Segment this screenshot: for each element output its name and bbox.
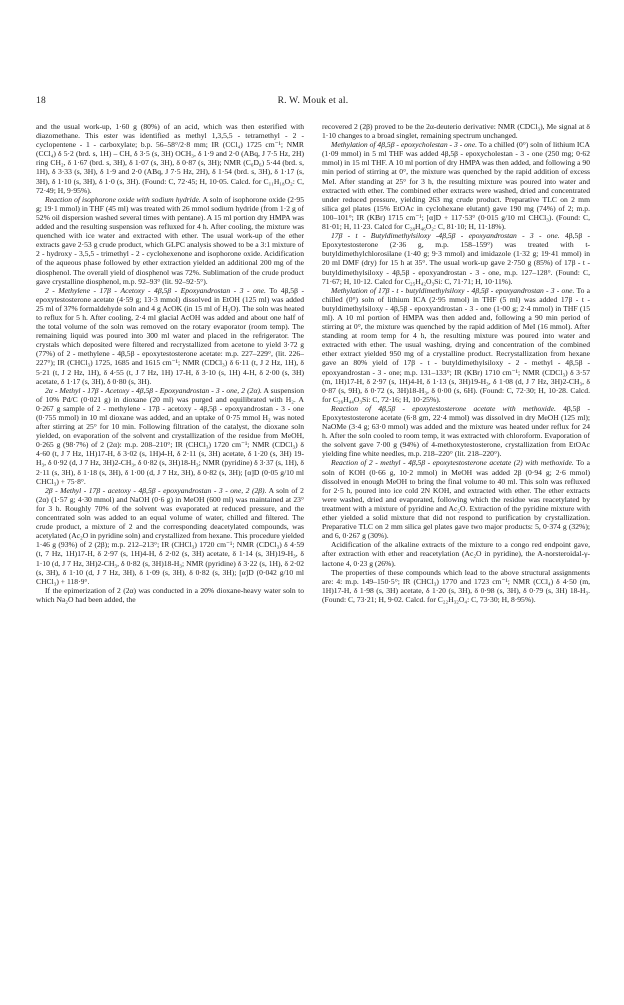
paragraph-text: The properties of these compounds which lead to the above structural assignments are: 4: m.p. 149–150·5°; IR (CHCl₃) 1770 and 1723 cm⁻¹; NMR (CCl₄) δ 4·50 (m, 1H)17-H, δ 1·98 (s, 3H) acetate, δ 1·20 (s, 3H), δ 0·98 (s, 3H), δ 0·79 (s, 3H) 18-H₃. (Found: C, 73·21; H, 9·02. Calcd. for C₂₂H₃₂O₄: C, 73·30; H, 8·95%).: [322, 567, 590, 604]
paragraph-heading: 2α - Methyl - 17β - Acetoxy - 4β,5β - Epoxyandrostan - 3 - one, 2 (2α).: [45, 385, 262, 395]
paragraph: [36, 486, 304, 586]
paragraph-text: 4β,5β - Epoxytestosterone (2·36 g, m.p. 158–159°) was treated with t-butyldimethylchlorosilane (1·40 g; 9·3 mmol) and imidazole (1·32 g; 19·41 mmol) in 20 ml DMF (dry) for 15 h at 35°. The usual work-up gave 2·750 g (85%) of 17β - t - butyldimethylsiloxy - 4β,5β - epoxyandrostan - 3 - one, m.p. 127–128°. (Found: C, 71·67; H, 10·12. Calcd for C₂₅H₄₂O₃Si: C, 71·71; H, 10·11%).: [322, 231, 590, 286]
paragraph-heading: Reaction of isophorone oxide with sodium hydride.: [45, 194, 201, 204]
paragraph: [322, 458, 590, 540]
paragraph-heading: Methylation of 4β,5β - epoxycholestan - 3 - one.: [331, 140, 477, 150]
paragraph-text: A soln of 2 (2α) (1·57 g; 4·30 mmol) and NaOH (0·6 g) in MeOH (600 ml) was maintained at 23° for 3 h. Roughly 70% of the solvent was evaporated at reduced pressure, and the concentrated soln was added to an equal volume of water, chilled and filtered. The crude product, a mixture of 2 and the corresponding deacetylated compounds, was acetylated (Ac₂O in pyridine soln) and crystallized from hexane. This procedure yielded 1·46 g (93%) of 2 (2β); m.p. 212–213°; IR (CHCl₃) 1720 cm⁻¹; NMR (CDCl₃) δ 4·59 (t, 7 Hz, 1H)17-H, δ 2·97 (s, 1H)4-H, δ 2·02 (s, 3H) acetate, δ 1·14 (s, 3H)19-H₃, δ 1·10 (d, J 7 Hz, 3H)2-CH₃, δ 0·82 (s, 3H)18-H₃; NMR (pyridine) δ 3·22 (s, 1H), δ 2·02 (s, 3H), δ 1·10 (d, J 7 Hz, 3H), δ 1·09 (s, 3H), δ 0·82 (s, 3H); [α]D (0·042 g/10 ml CHCl₃) + 118·9°.: [36, 485, 304, 586]
paragraph: [36, 195, 304, 286]
paragraph-text: To 4β,5β - epoxytestosterone acetate (4·59 g; 13·3 mmol) dissolved in EtOH (125 ml) was added 25 ml of 37% formaldehyde soln and 4 g AcOK (in 15 ml of H₂O). The soln was heated to reflux for 5 h. After cooling, 2·4 ml glacial AcOH was added and about one half of the total volume of the soln was removed on the rotary evaporator (room temp). The remaining liquid was poured into 300 ml water and placed in the refrigerator. The crystals which deposited were filtered and recrystallized from acetone to yield 3·72 g (77%) of 2 - methylene - 4β,5β - epoxytestosterone acetate: m.p. 227–229°, (lit. 226–227°); IR (CHCl₃) 1725, 1685 and 1615 cm⁻¹; NMR (CDCl₃) δ 6·11 (t, J 2 Hz, 1H), δ 5·21 (t, J 2 Hz, 1H), δ 4·55 (t, J 7 Hz, 1H) 17-H, δ 3·10 (s, 1H) 4-H, δ 2·00 (s, 3H) acetate, δ 1·17 (s, 3H), δ 0·80 (s, 3H).: [36, 285, 304, 386]
paragraph-heading: 17β - t - Butyldimethylsiloxy -4β,5β - epoxyandrostan - 3 - one.: [331, 231, 560, 241]
paragraph: [36, 286, 304, 386]
page-number: 18: [36, 96, 46, 106]
paragraph-text: To a chilled (0°) soln of lithium ICA (2·95 mmol) in THF (5 ml) was added 17β - t - butyldimethylsiloxy - 4β,5β - epoxyandrostan - 3 - one (1·00 g; 2·4 mmol) in THF (15 ml). A 10 ml portion of HMPA was then added and, following a 90 min period of stirring at 0°, the mixture was quenched by the rapid addition of MeI (16 mmol). After standing at room temp for 4 h, the resulting mixture was poured into water and extracted with ether. The usual washing, drying and concentration of the combined ether extract yielded 950 mg of a crystalline product. Recrystallization from hexane gave an 80% yield of 17β - t - butyldimethylsiloxy - 2 - methyl - 4β,5β - epoxyandrostan - 3 - one; m.p. 131–133°; IR (KBr) 1710 cm⁻¹; NMR (CDCl₃) δ 3·57 (m, 1H)17-H, δ 2·97 (s, 1H)4-H, δ 1·13 (s, 3H)19-H₃, δ 1·08 (d, J 7 Hz, 3H)2-CH₃, δ 0·87 (s, 9H), δ 0·72 (s, 3H)18-H₃, δ 0·00 (s, 6H). (Found: C, 72·30; H, 10·28. Calcd. for C₂₆H₄₄O₃Si: C, 72·16; H, 10·25%).: [322, 285, 590, 404]
paragraph-heading: 2 - Methylene - 17β - Acetoxy - 4β,5β - Epoxyandrostan - 3 - one.: [45, 285, 266, 295]
paragraph: [322, 231, 590, 286]
paragraph: [322, 122, 590, 140]
paragraph-heading: Reaction of 4β,5β - epoxytestosterone acetate with methoxide.: [331, 403, 556, 413]
paragraph-text: A suspension of 10% Pd/C (0·021 g) in dioxane (20 ml) was purged and equilibrated with H₂. A 0·267 g sample of 2 - methylene - 17β - acetoxy - 4β,5β - epoxyandrostan - 3 - one (0·755 mmol) in 10 ml dioxane was added, and an uptake of 0·75 mmol H₂ was noted after stirring at 25° for 10 min. Following filtration of the catalyst, the dioxane soln yielded, on evaporation of the solvent and crystallization of the residue from MeOH, 0·265 g (98·7%) of 2 (2α): m.p. 208–210°; IR (CHCl₃) 1720 cm⁻¹; NMR (CDCl₃) δ 4·60 (t, J 7 Hz, 1H)17-H, δ 3·02 (s, 1H)4-H, δ 2·11 (s, 3H) acetate, δ 1·20 (s, 3H) 19-H₃, δ 0·92 (d, J 7 Hz, 3H)2-CH₃, δ 0·82 (s, 3H)18-H₃; NMR (pyridine) δ 3·37 (s, 1H), δ 2·11 (s, 3H), δ 1·18 (s, 3H), δ 1·00 (d, J 7 Hz, 3H), δ 0·82 (s, 3H); [α]D (0·05 g/10 ml CHCl₃) + 75·8°.: [36, 385, 304, 486]
paragraph: [322, 286, 590, 404]
paragraph: [322, 540, 590, 567]
paragraph: [36, 122, 304, 195]
paragraph: [322, 568, 590, 604]
paragraph-text: To a chilled (0°) soln of lithium ICA (1·09 mmol) in 5 ml THF was added 4β,5β - epoxycholestan - 3 - one (250 mg; 0·62 mmol) in 15 ml THF. A 10 ml portion of dry HMPA was then added, and following a 90 min period of stirring at 0°, the mixture was quenched by the rapid addition of excess MeI. After standing at 25° for 3 h, the resulting mixture was poured into water and extracted with ether. The combined ether extracts were washed, dried and concentrated under reduced pressure, yielding 263 mg crude product. Preparative TLC on 2 mm silica gel plates (15% EtOAc in cyclohexane elutant) gave 190 mg (74%) of 2; m.p. 100–101°; IR (KBr) 1715 cm⁻¹; [α]D + 117·53° (0·015 g/10 ml CHCl₃). (Found: C, 81·01; H, 11·23. Calcd for C₂₈H₄₆O₂: C, 81·10; H, 11·18%).: [322, 140, 590, 232]
paragraph-heading: Reaction of 2 - methyl - 4β,5β - epoxytestosterone acetate (2) with methoxide.: [331, 458, 574, 468]
paragraph-text: 4β,5β - Epoxytestosterone acetate (6·8 gm, 22·4 mmol) was dissolved in dry MeOH (125 ml); NaOMe (3·4 g; 63·0 mmol) was added and the mixture was heated under reflux for 24 h. After the soln cooled to room temp, it was extracted with chloroform. Evaporation of the solvent gave 7·00 g (94%) of 4-methoxytestosterone, crystallization from EtOAc yielding fine white needles, m.p. 218–220° (lit. 218–220°).: [322, 403, 590, 459]
paragraph: [36, 586, 304, 604]
paragraph-text: and the usual work-up, 1·60 g (80%) of an acid, which was then esterified with diazomethane. This ester was identified as methyl 1,3,5,5 - tetramethyl - 2 - cyclopentene - 1 - carboxylate; b.p. 56–58°/2·8 mm; IR (CCl₄) 1725 cm⁻¹; NMR (CCl₄) δ 5·2 (brd. s, 1H) – CH, δ 3·5 (s, 3H) OCH₃, δ 1·9 and 2·0 (ABq, J 7·5 Hz, 2H) ring CH₂, δ 1·67 (brd. s, 3H), δ 1·07 (s, 3H), δ 0·87 (s, 3H); NMR (C₆D₆) 5·44 (brd. s, 1H), δ 3·33 (s, 3H), δ 1·9 and 2·0 (ABq, J 7·5 Hz, 2H), δ 1·54 (brd. s, 3H), δ 1·17 (s, 3H), δ 1·10 (s, 3H), δ 1·0 (s, 3H). (Found: C, 72·45; H, 10·05. Calcd. for C₁₁H₁₈O₂: C, 72·49; H, 9·95%).: [36, 122, 304, 195]
paragraph-heading: Methylation of 17β - t - butyldimethylsiloxy - 4β,5β - epoxyandrostan - 3 - one.: [331, 285, 575, 295]
paragraph: [322, 404, 590, 459]
paragraph: [322, 140, 590, 231]
paragraph-text: recovered 2 (2β) proved to be the 2α-deuterio derivative: NMR (CDCl₃), Me signal at δ 1·10 changes to a broad singlet, remaining spectrum unchanged.: [322, 122, 590, 141]
paragraph-heading: 2β - Methyl - 17β - acetoxy - 4β,5β - epoxyandrostan - 3 - one, 2 (2β).: [45, 485, 267, 495]
paragraph-text: If the epimerization of 2 (2α) was conducted in a 20% dioxane-heavy water soln to which Na₂O had been added, the: [36, 585, 304, 604]
paragraph-text: Acidification of the alkaline extracts of the mixture to a congo red endpoint gave, after extraction with ether and reacetylation (Ac₂O in pyridine), the A-norsteroidal-γ-lactone 4, 0·23 g (26%).: [322, 540, 590, 568]
paragraph-text: To a soln of KOH (0·66 g, 10·2 mmol) in MeOH was added 2β (0·94 g; 2·6 mmol) dissolved in enough MeOH to bring the final volume to 40 ml. This soln was refluxed for 2·5 h, poured into ice cold 2N KOH, and extracted with ether. The ether extracts were washed, dried and evaporated, following which the residue was reacetylated by treatment with a mixture of pyridine and Ac₂O. Extraction of the pyridine mixture with ether yielded a solid mixture that did not respond to purification by crystallization. Preparative TLC on 2 mm silica gel plates gave two major products: 5, 0·374 g (32%); and 6, 0·267 g (30%).: [322, 458, 590, 541]
right-column: [322, 122, 590, 962]
paragraph: [36, 386, 304, 486]
page-header: [36, 96, 590, 110]
left-column: [36, 122, 304, 962]
running-title: R. W. Mouk et al.: [277, 96, 349, 106]
paragraph-text: A soln of isophorone oxide (2·95 g; 19·1 mmol) in THF (45 ml) was treated with 26 mmol sodium hydride (from 1·2 g of 52% oil dispersion washed several times with pentane). A 15 ml portion dry HMPA was added and the resulting suspension was refluxed for 4 h. After cooling, the mixture was quenched with ice water and extracted with ether. The usual work-up of the ether extracts gave 2·53 g crude product, which GLPC analysis showed to be a 3:1 mixture of 2 - hydroxy - 3,5,5 - trimethyl - 2 - cyclohexenone and isophorone oxide. Acidification of the aqueous phase followed by ether extraction yielded an additional 200 mg of the diosphenol. The overall yield of diosphenol was 72%. Sublimation of the crude product gave crystalline diosphenol, m.p. 92–93° (lit. 92–92·5°).: [36, 194, 304, 286]
